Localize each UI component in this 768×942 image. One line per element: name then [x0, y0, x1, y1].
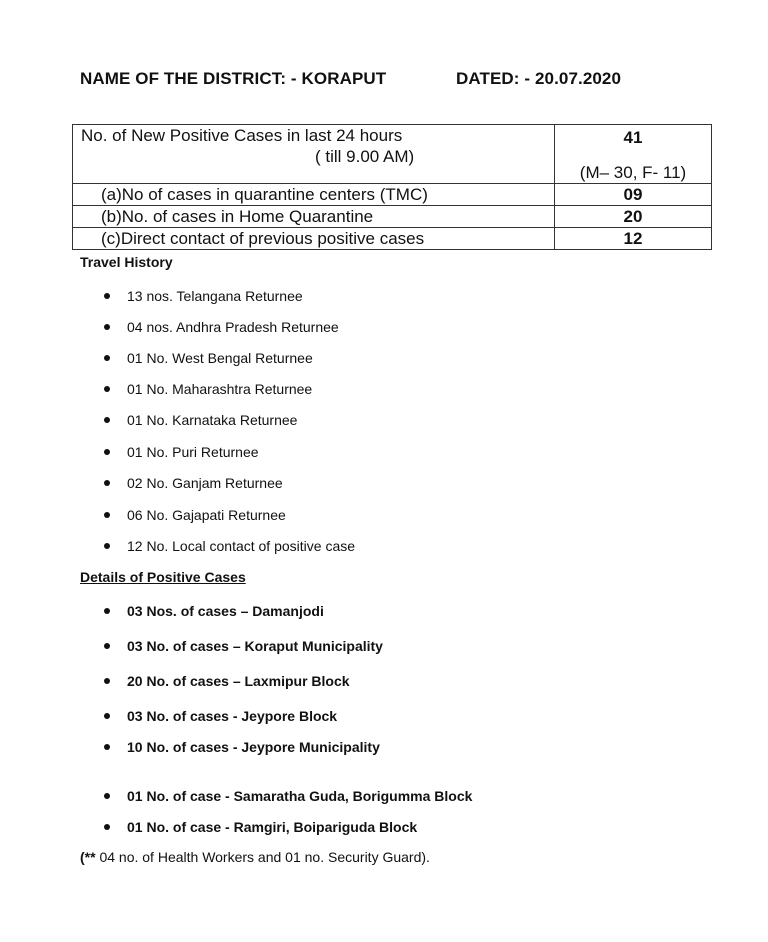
bullet-icon — [104, 793, 110, 799]
list-item — [104, 819, 417, 835]
list-item-text: 03 No. of cases – Koraput Municipality — [127, 638, 383, 654]
bullet-icon — [104, 449, 110, 455]
new-cases-label-cell — [73, 125, 555, 184]
list-item-text: 01 No. Maharashtra Returnee — [127, 381, 313, 397]
bullet-icon — [104, 480, 110, 486]
bullet-icon — [104, 824, 110, 830]
list-item — [104, 319, 339, 335]
list-item-text: 01 No. of case - Samaratha Guda, Borigumma Block — [127, 788, 473, 804]
list-item — [104, 603, 324, 619]
new-cases-value: 41 — [623, 128, 643, 147]
list-item — [104, 788, 472, 804]
list-item-text: 01 No. Karnataka Returnee — [127, 412, 298, 428]
list-item — [104, 381, 312, 397]
list-item-text: 01 No. West Bengal Returnee — [127, 350, 313, 366]
table-row — [73, 206, 712, 228]
list-item-text: 03 No. of cases - Jeypore Block — [127, 708, 338, 724]
bullet-icon — [104, 608, 110, 614]
bullet-icon — [104, 643, 110, 649]
list-item-text: 10 No. of cases - Jeypore Municipality — [127, 739, 380, 755]
bullet-icon — [104, 386, 110, 392]
table-row — [73, 184, 712, 206]
list-item — [104, 350, 313, 366]
new-cases-value-cell — [555, 125, 712, 184]
list-item-text: 01 No. Puri Returnee — [127, 444, 259, 460]
list-item — [104, 288, 303, 304]
list-item — [104, 444, 259, 460]
table-cell-value: 09 — [555, 184, 712, 206]
date-heading: DATED: - 20.07.2020 — [456, 69, 622, 88]
new-cases-label: No. of New Positive Cases in last 24 hours — [81, 126, 403, 145]
list-item — [104, 708, 337, 724]
list-item-text: 13 nos. Telangana Returnee — [127, 288, 303, 304]
bullet-icon — [104, 512, 110, 518]
table-row — [73, 228, 712, 250]
bullet-icon — [104, 713, 110, 719]
gender-split: (M– 30, F- 11) — [579, 163, 687, 182]
list-item-text: 02 No. Ganjam Returnee — [127, 475, 283, 491]
travel-history-title: Travel History — [80, 254, 173, 270]
new-cases-time: ( till 9.00 AM) — [315, 147, 415, 166]
table-cell-label: (b)No. of cases in Home Quarantine — [73, 206, 555, 228]
list-item — [104, 739, 380, 755]
bullet-icon — [104, 678, 110, 684]
bullet-icon — [104, 355, 110, 361]
list-item — [104, 507, 286, 523]
list-item-text: 04 nos. Andhra Pradesh Returnee — [127, 319, 339, 335]
table-cell-label: (c)Direct contact of previous positive cases — [73, 228, 555, 250]
list-item — [104, 538, 355, 554]
bullet-icon — [104, 543, 110, 549]
table-cell-label: (a)No of cases in quarantine centers (TMC) — [73, 184, 555, 206]
list-item-text: 01 No. of case - Ramgiri, Boipariguda Block — [127, 819, 418, 835]
table-cell-value: 12 — [555, 228, 712, 250]
bullet-icon — [104, 417, 110, 423]
footnote — [80, 849, 430, 865]
district-heading: NAME OF THE DISTRICT: - KORAPUT — [80, 69, 387, 88]
bullet-icon — [104, 293, 110, 299]
list-item-text: 20 No. of cases – Laxmipur Block — [127, 673, 350, 689]
list-item — [104, 673, 350, 689]
table-cell-value: 20 — [555, 206, 712, 228]
list-item-text: 06 No. Gajapati Returnee — [127, 507, 286, 523]
table-row — [73, 125, 712, 184]
list-item-text: 12 No. Local contact of positive case — [127, 538, 356, 554]
case-summary-table — [72, 124, 712, 250]
list-item — [104, 412, 297, 428]
details-title: Details of Positive Cases — [80, 569, 246, 585]
list-item — [104, 475, 283, 491]
list-item — [104, 638, 383, 654]
bullet-icon — [104, 744, 110, 750]
list-item-text: 03 Nos. of cases – Damanjodi — [127, 603, 324, 619]
bullet-icon — [104, 324, 110, 330]
footnote-text: 04 no. of Health Workers and 01 no. Security Guard). — [95, 849, 430, 865]
footnote-marker: (** — [80, 849, 96, 865]
